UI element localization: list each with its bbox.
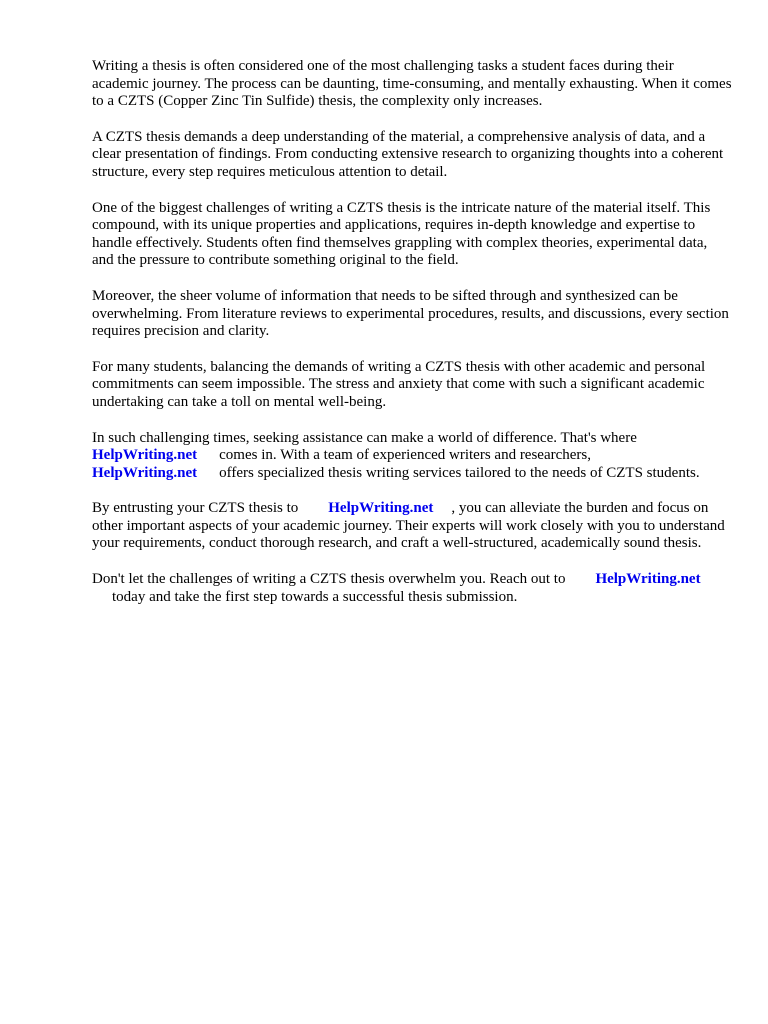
assistance-text-3: offers specialized thesis writing services tailored to the needs of CZTS students. [219, 464, 700, 481]
paragraph-intro: Writing a thesis is often considered one of the most challenging tasks a student faces during their academic journey. The process can be daunting, time-consuming, and mentally exhausting. When it comes to a CZTS (Copper Zinc Tin Sulfide) thesis, the complexity only increases. [92, 58, 732, 110]
helpwriting-link[interactable]: HelpWriting.net [595, 571, 701, 588]
assistance-text-2: comes in. With a team of experienced writers and researchers, [219, 447, 592, 464]
entrusting-text-1: By entrusting your CZTS thesis to [92, 500, 299, 517]
paragraph-volume: Moreover, the sheer volume of information that needs to be sifted through and synthesized can be overwhelming. From literature reviews to experimental procedures, results, and discussions, every section requires precision and clarity. [92, 287, 729, 340]
helpwriting-link[interactable]: HelpWriting.net [328, 500, 434, 517]
paragraph-entrusting [92, 500, 732, 553]
helpwriting-link[interactable]: HelpWriting.net [92, 464, 198, 481]
assistance-text-1: In such challenging times, seeking assistance can make a world of difference. That's where [92, 429, 637, 446]
document-body [92, 58, 732, 624]
cta-text-1: Don't let the challenges of writing a CZTS thesis overwhelm you. Reach out to [92, 571, 566, 588]
paragraph-demands: A CZTS thesis demands a deep understanding of the material, a comprehensive analysis of data, and a clear presentation of findings. From conducting extensive research to organizing thoughts into a coherent structure, every step requires meticulous attention to detail. [92, 128, 724, 180]
entrusting-text-2: , you can alleviate the burden and focus on other important aspects of your academic journey. Their experts will work closely with you to understand your requirements, conduct thorough research, and craft a well-structured, academically sound thesis. [92, 500, 725, 552]
helpwriting-link[interactable]: HelpWriting.net [92, 447, 198, 464]
paragraph-call-to-action [92, 571, 732, 606]
cta-text-2: today and take the first step towards a successful thesis submission. [112, 588, 518, 605]
paragraph-assistance [92, 430, 732, 483]
paragraph-challenges: One of the biggest challenges of writing a CZTS thesis is the intricate nature of the material itself. This compound, with its unique properties and applications, requires in-depth knowledge and expertise to handle effectively. Students often find themselves grappling with complex theories, experimental data, and the pressure to contribute something original to the field. [92, 199, 711, 269]
paragraph-balance: For many students, balancing the demands of writing a CZTS thesis with other academic and personal commitments can seem impossible. The stress and anxiety that come with such a significant academic undertaking can take a toll on mental well-being. [92, 358, 706, 410]
